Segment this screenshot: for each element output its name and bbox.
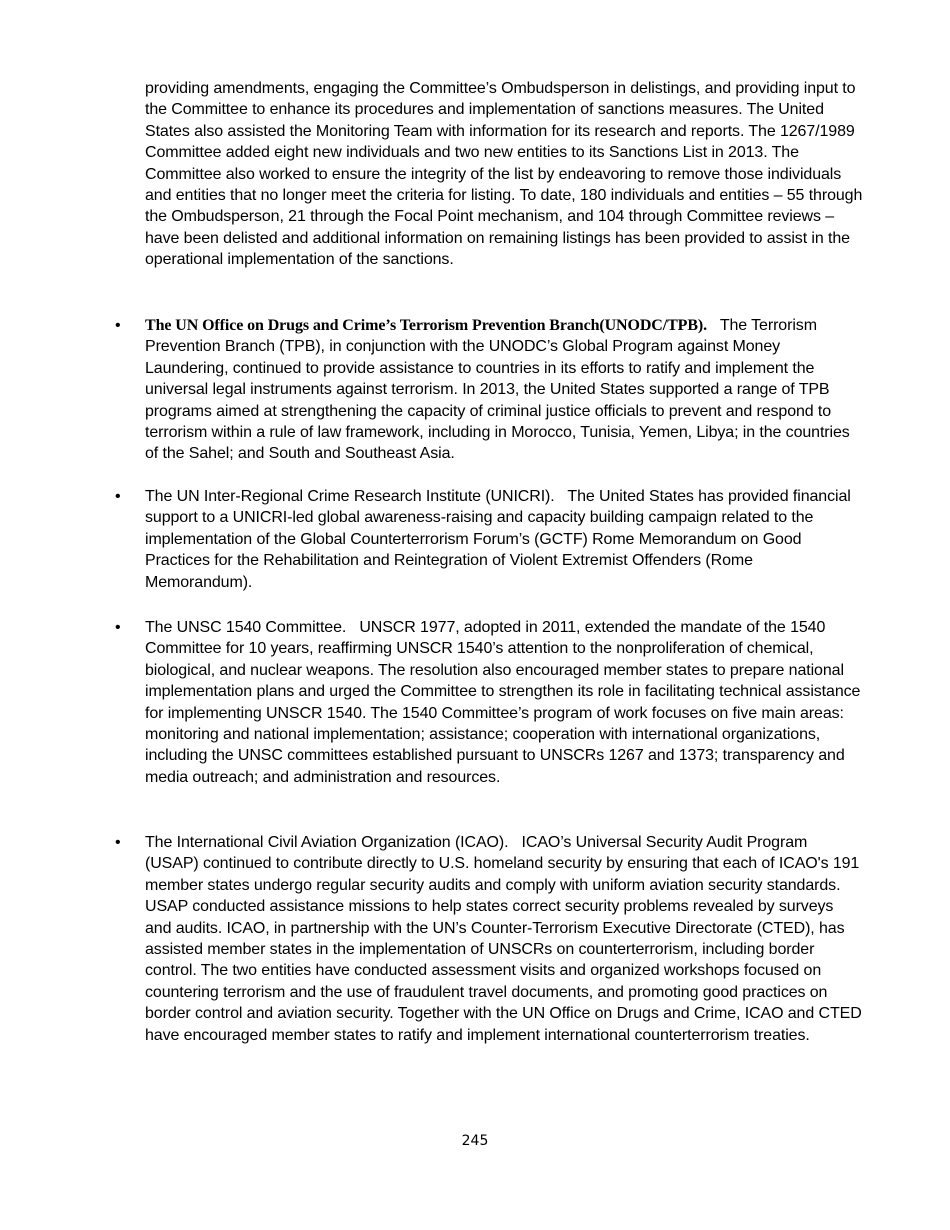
bullet-heading: The UN Inter-Regional Crime Research Institute (UNICRI). bbox=[145, 488, 555, 505]
bullet-item-unicri bbox=[115, 486, 863, 593]
bullet-icon: • bbox=[115, 488, 121, 505]
bullet-text bbox=[145, 315, 863, 465]
bullet-text bbox=[145, 832, 863, 1046]
page-number: 245 bbox=[461, 1133, 489, 1149]
bullet-text bbox=[145, 486, 863, 593]
bullet-body: The United States has provided financial support to a UNICRI-led global awareness-raising and capacity building campaign related to the implementation of the Global Counterterrorism Forum’s (GCTF) Rome Memorandum on Good Practices for the Rehabilitation and Reintegration of Violent Extremist Offenders (Rome Memorandum). bbox=[145, 488, 851, 591]
bullet-text bbox=[145, 617, 863, 788]
bullet-heading: The UN Office on Drugs and Crime’s Terrorism Prevention Branch(UNODC/TPB). bbox=[145, 317, 708, 334]
bullet-icon: • bbox=[115, 834, 121, 851]
bullet-item-unsc-1540 bbox=[115, 617, 863, 788]
bullet-body: UNSCR 1977, adopted in 2011, extended the mandate of the 1540 Committee for 10 years, reaffirming UNSCR 1540’s attention to the nonproliferation of chemical, biological, and nuclear weapons. The resolution also encouraged member states to prepare national implementation plans and urged the Committee to strengthen its role in facilitating technical assistance for implementing UNSCR 1540. The 1540 Committee’s program of work focuses on five main areas: monitoring and national implementation; assistance; cooperation with international organizations, including the UNSC committees established pursuant to UNSCRs 1267 and 1373; transparency and media outreach; and administration and resources. bbox=[145, 619, 861, 786]
bullet-item-icao bbox=[115, 832, 863, 1046]
bullet-icon: • bbox=[115, 317, 121, 334]
intro-text: providing amendments, engaging the Committee’s Ombudsperson in delistings, and providing input to the Committee to enhance its procedures and implementation of sanctions measures. The United States also assisted the Monitoring Team with information for its research and reports. The 1267/1989 Committee added eight new individuals and two new entities to its Sanctions List in 2013. The Committee also worked to ensure the integrity of the list by endeavoring to remove those individuals and entities that no longer meet the criteria for listing. To date, 180 individuals and entities – 55 through the Ombudsperson, 21 through the Focal Point mechanism, and 104 through Committee reviews – have been delisted and additional information on remaining listings has been provided to assist in the operational implementation of the sanctions. bbox=[145, 80, 863, 269]
bullet-item-unodc bbox=[115, 315, 863, 465]
bullet-body: The Terrorism Prevention Branch (TPB), in conjunction with the UNODC’s Global Program against Money Laundering, continued to provide assistance to countries in its efforts to ratify and implement the universal legal instruments against terrorism. In 2013, the United States supported a range of TPB programs aimed at strengthening the capacity of criminal justice officials to prevent and respond to terrorism within a rule of law framework, including in Morocco, Tunisia, Yemen, Libya; in the countries of the Sahel; and South and Southeast Asia. bbox=[145, 317, 850, 463]
intro-paragraph bbox=[145, 78, 863, 271]
bullet-body: ICAO’s Universal Security Audit Program (USAP) continued to contribute directly to U.S. homeland security by ensuring that each of ICAO's 191 member states undergo regular security audits and comply with uniform aviation security standards. USAP conducted assistance missions to help states correct security problems revealed by surveys and audits. ICAO, in partnership with the UN’s Counter-Terrorism Executive Directorate (CTED), has assisted member states in the implementation of UNSCRs on counterterrorism, including border control. The two entities have conducted assessment visits and organized workshops focused on countering terrorism and the use of fraudulent travel documents, and promoting good practices on border control and aviation security. Together with the UN Office on Drugs and Crime, ICAO and CTED have encouraged member states to ratify and implement international counterterrorism treaties. bbox=[145, 834, 862, 1044]
bullet-heading: The International Civil Aviation Organization (ICAO). bbox=[145, 834, 509, 851]
bullet-heading: The UNSC 1540 Committee. bbox=[145, 619, 347, 636]
bullet-icon: • bbox=[115, 619, 121, 636]
